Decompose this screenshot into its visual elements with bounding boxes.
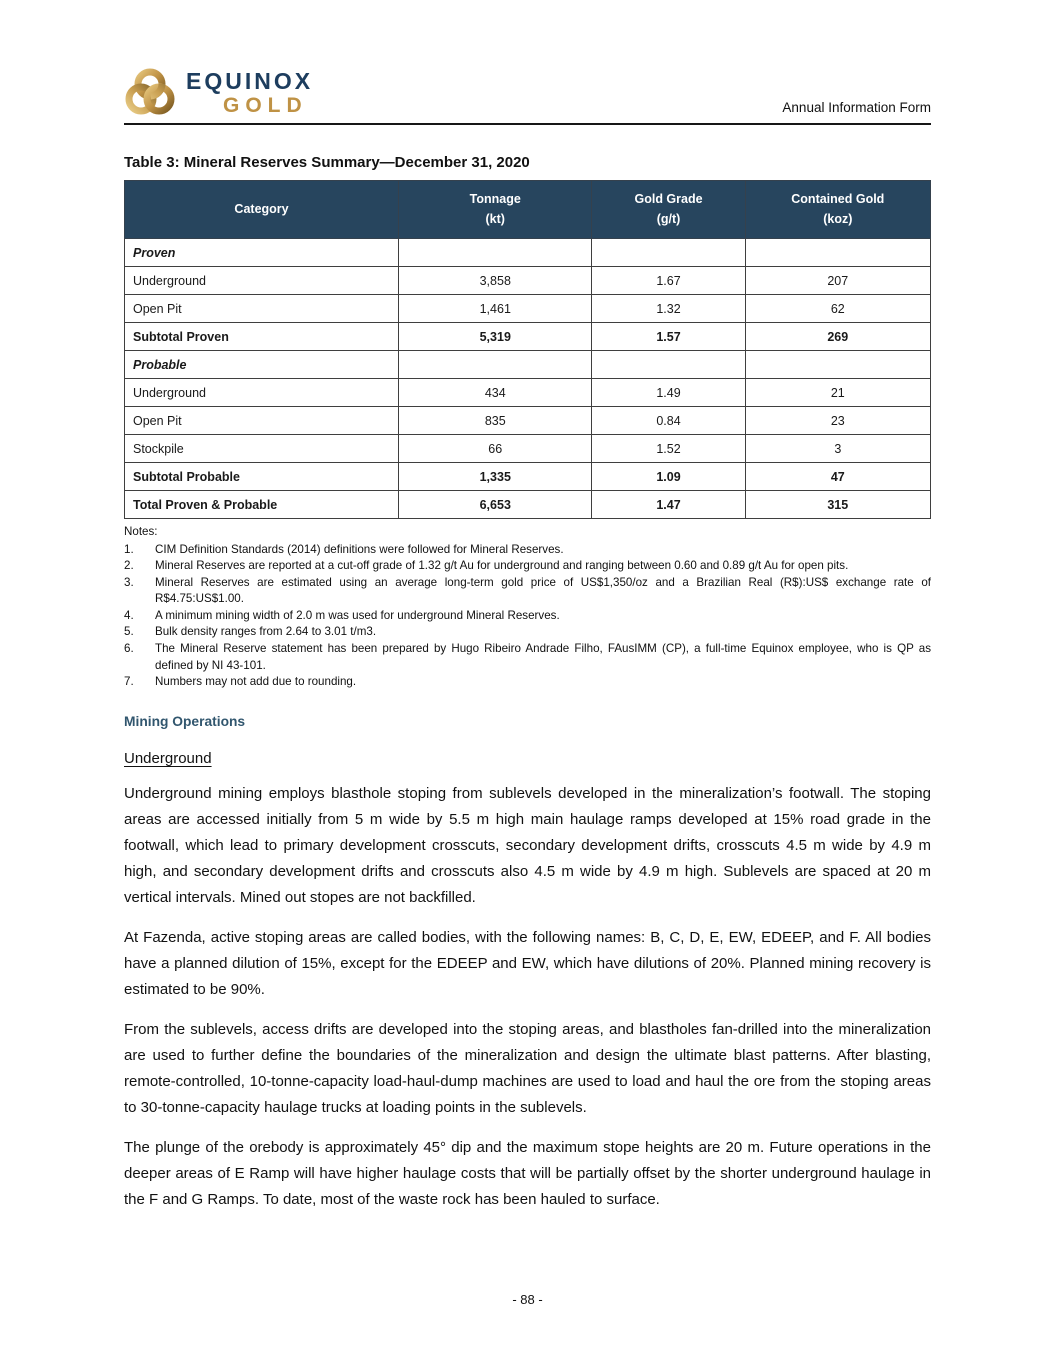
gold-rings-icon	[124, 68, 176, 118]
body-paragraph: Underground mining employs blasthole stoping from sublevels developed in the mineralization’s footwall. The stoping areas are accessed initially from 5 m wide by 5.5 m high main haulage ramps developed at 15% road grade in the footwall, which lead to primary development crosscuts, secondary development drifts, crosscuts 4.5 m wide by 4.9 m high, and secondary development drifts and crosscuts also 4.5 m wide by 4.9 m high. Sublevels are spaced at 20 m vertical intervals. Mined out stopes are not backfilled.	[124, 784, 931, 906]
table-row: Stockpile 66 1.52 3	[125, 435, 931, 463]
table-row: Probable	[125, 351, 931, 379]
table-row: Subtotal Probable 1,335 1.09 47	[125, 463, 931, 491]
notes-label: Notes:	[124, 525, 158, 538]
note-item: 3. Mineral Reserves are estimated using an average long-term gold price of US$1,350/oz and a Brazilian Real (R$):US$ exchange rate of R$4.75:US$1.00.	[124, 575, 931, 606]
note-item: 6. The Mineral Reserve statement has been prepared by Hugo Ribeiro Andrade Filho, FAusIMM (CP), a full-time Equinox employee, who is QP as defined by NI 43-101.	[124, 642, 931, 672]
column-header-gold-grade: Gold Grade (g/t)	[592, 181, 745, 239]
equinox-gold-logo	[124, 68, 313, 118]
mining-operations-heading: Mining Operations	[124, 713, 246, 729]
note-item: 7. Numbers may not add due to rounding.	[124, 675, 357, 689]
column-header-tonnage: Tonnage (kt)	[399, 181, 592, 239]
page-number: - 88 -	[512, 1292, 543, 1307]
table-row: Subtotal Proven 5,319 1.57 269	[125, 323, 931, 351]
table-row-total: Total Proven & Probable 6,653 1.47 315	[125, 491, 931, 519]
table-row: Open Pit 1,461 1.32 62	[125, 295, 931, 323]
table-row: Underground 3,858 1.67 207	[125, 267, 931, 295]
table-row: Open Pit 835 0.84 23	[125, 407, 931, 435]
note-item: 5. Bulk density ranges from 2.64 to 3.01 t/m3.	[124, 625, 377, 639]
underground-subheading: Underground	[124, 749, 212, 767]
table-title: Table 3: Mineral Reserves Summary—December 31, 2020	[124, 154, 530, 171]
table-header-row	[125, 181, 931, 239]
body-paragraph: At Fazenda, active stoping areas are called bodies, with the following names: B, C, D, E, EW, EDEEP, and F. All bodies have a planned dilution of 15%, except for the EDEEP and EW, which have dilutions of 20%. Planned mining recovery is estimated to be 90%.	[124, 928, 931, 998]
logo-text-gold: GOLD	[223, 94, 308, 117]
page-header	[124, 68, 931, 118]
table-row: Proven	[125, 239, 931, 267]
document-title: Annual Information Form	[782, 100, 931, 115]
table-notes	[124, 524, 931, 691]
note-item: 2. Mineral Reserves are reported at a cut-off grade of 1.32 g/t Au for underground and ranging between 0.60 and 0.89 g/t Au for open pits.	[124, 559, 849, 573]
logo-wordmark	[186, 70, 313, 116]
body-paragraph: The plunge of the orebody is approximately 45° dip and the maximum stope heights are 20 m. Future operations in the deeper areas of E Ramp will have higher haulage costs that will be partially offset by the shorter underground haulage in the F and G Ramps. To date, most of the waste rock has been hauled to surface.	[124, 1138, 931, 1208]
column-header-contained-gold: Contained Gold (koz)	[745, 181, 930, 239]
column-header-category: Category	[125, 181, 399, 239]
mineral-reserves-table	[124, 180, 931, 519]
note-item: 4. A minimum mining width of 2.0 m was used for underground Mineral Reserves.	[124, 608, 560, 622]
note-item: 1. CIM Definition Standards (2014) definitions were followed for Mineral Reserves.	[124, 542, 564, 556]
body-paragraph: From the sublevels, access drifts are developed into the stoping areas, and blastholes fan-drilled into the mineralization are used to further define the boundaries of the mineralization and design the ultimate blast patterns. After blasting, remote-controlled, 10-tonne-capacity load-haul-dump machines are used to load and haul the ore from the stoping areas to 30-tonne-capacity haulage trucks at loading points in the sublevels.	[124, 1020, 931, 1116]
table-row: Underground 434 1.49 21	[125, 379, 931, 407]
logo-text-equinox: EQUINOX	[186, 68, 314, 94]
header-divider	[124, 123, 931, 125]
